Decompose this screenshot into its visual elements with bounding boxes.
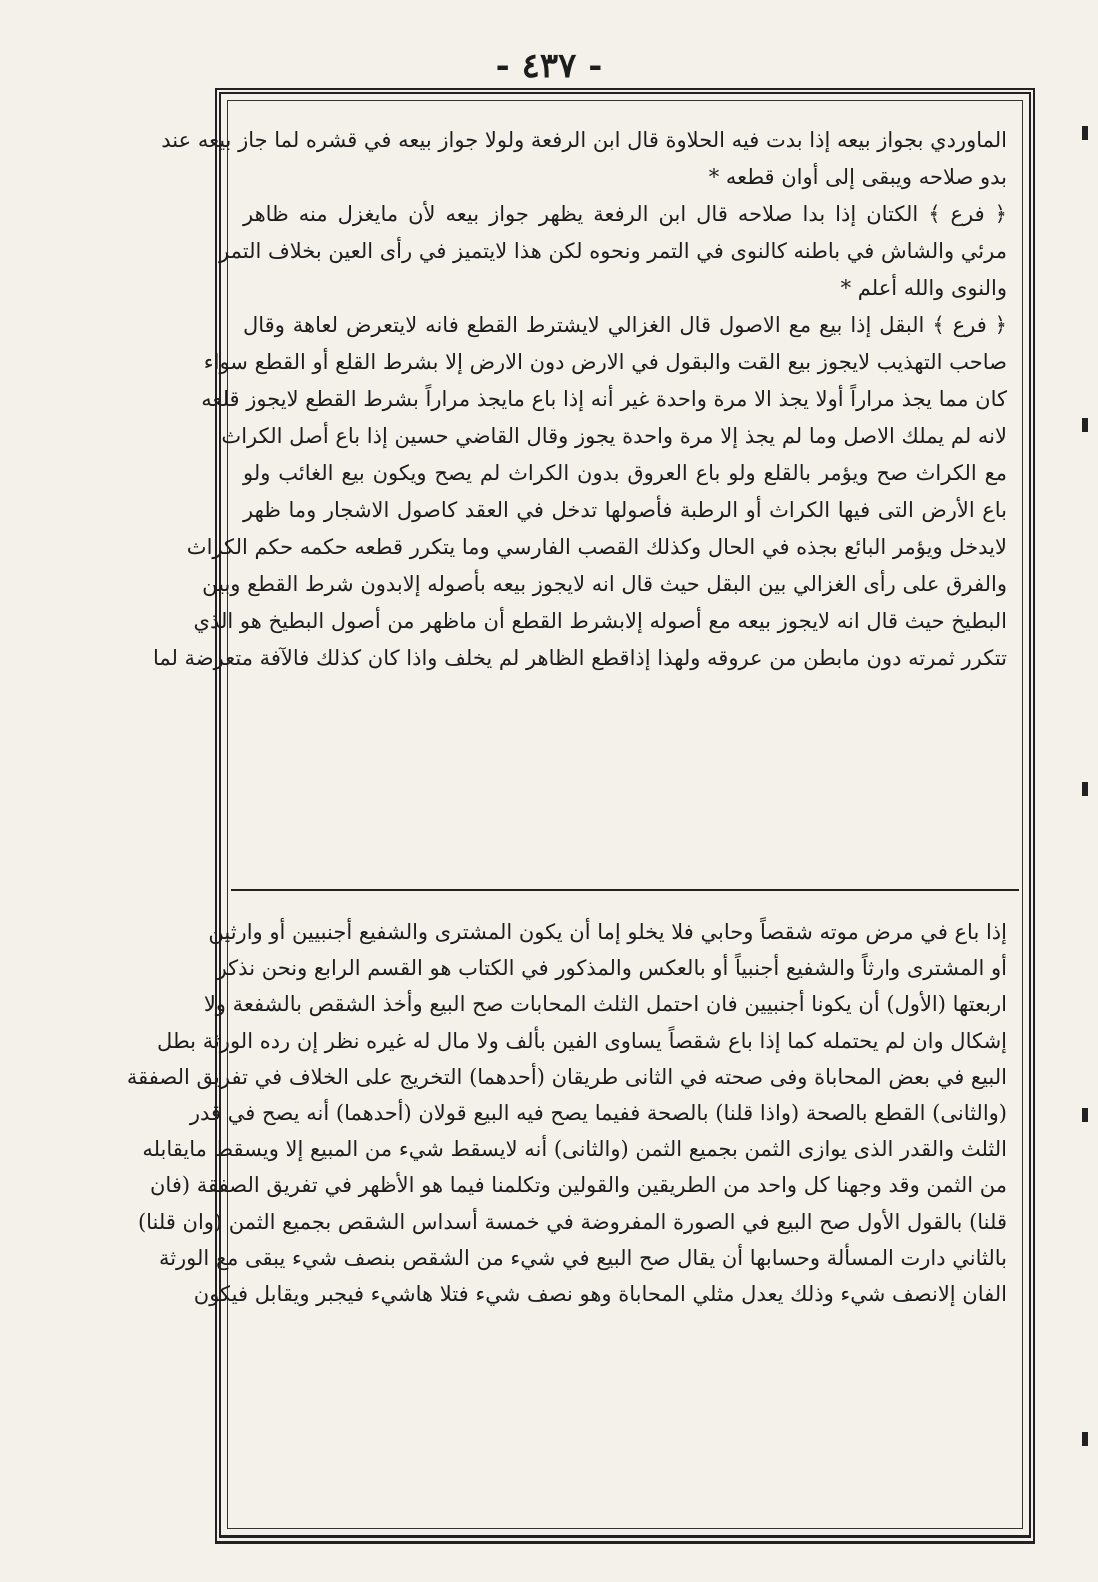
text-line: قلنا) بالقول الأول صح البيع في الصورة المفروضة في خمسة أسداس الشقص بجميع الثمن (وان قلنا) (137, 1209, 1007, 1234)
text-line: الفان إلانصف شيء وذلك يعدل مثلي المحاباة وهو نصف شيء فتلا هاشيء فيجبر ويقابل فيكون (193, 1281, 1007, 1306)
text-line: (والثانى) القطع بالصحة (واذا قلنا) بالصحة ففيما يصح فيه البيع قولان (أحدهما) أنه يصح في قدر (189, 1100, 1007, 1125)
section-divider (231, 889, 1019, 891)
margin-mark (1082, 1432, 1088, 1446)
text-line: مرئي والشاش في باطنه كالنوى في التمر ونحوه لكن هذا لايتميز في رأى العين بخلاف التمر (219, 239, 1007, 263)
commentary-section (152, 122, 1007, 677)
text-line: والنوى والله أعلم * (840, 276, 1007, 300)
text-line: بالثاني دارت المسألة وحسابها أن يقال صح البيع في شيء من الشقص بنصف شيء يبقى مع الورثة (158, 1245, 1007, 1270)
margin-mark (1082, 418, 1088, 432)
text-line: بدو صلاحه ويبقى إلى أوان قطعه * (708, 165, 1007, 189)
text-line: اربعتها (الأول) أن يكونا أجنبيين فان احتمل الثلث المحابات صح البيع وأخذ الشقص بالشفعة ولا (203, 992, 1007, 1017)
text-line: لانه لم يملك الاصل وما لم يجذ إلا مرة واحدة يجوز وقال القاضي حسين إذا باع أصل الكراث (221, 424, 1007, 448)
margin-mark (1082, 126, 1088, 140)
margin-mark (1082, 1108, 1088, 1122)
text-line: الماوردي بجواز بيعه إذا بدت فيه الحلاوة قال ابن الرفعة ولولا جواز بيعه في قشره لما جاز بيعه عند (161, 128, 1007, 152)
text-line: تتكرر ثمرته دون مابطن من عروقه ولهذا إذاقطع الظاهر لم يخلف واذا كان كذلك فالآفة متعرضة لما (152, 646, 1007, 670)
text-line: كان مما يجذ مراراً أولا يجذ الا مرة واحدة غير أنه إذا باع مايجذ مراراً بشرط القطع لايجوز قلعه (201, 387, 1007, 411)
main-text-section (126, 914, 1007, 1312)
text-line: ﴿ فرع ﴾ البقل إذا بيع مع الاصول قال الغزالي لايشترط القطع فانه لايتعرض لعاهة وقال (243, 313, 1007, 337)
text-line: لايدخل ويؤمر البائع بجذه في الحال وكذلك القصب الفارسي وما يتكرر قطعه حكمه حكم الكراث (186, 535, 1007, 559)
text-line: الثلث والقدر الذى يوازى الثمن بجميع الثمن (والثانى) أنه لايسقط شيء من المبيع إلا ويسقط مايقابله (142, 1137, 1007, 1162)
text-line: باع الأرض التى فيها الكراث أو الرطبة فأصولها تدخل في العقد كاصول الاشجار وما ظهر (243, 498, 1007, 522)
text-line: البطيخ حيث قال انه لايجوز بيعه مع أصوله إلابشرط القطع أن ماظهر من أصول البطيخ هو الذي (193, 609, 1007, 633)
page-number: - ٤٣٧ - (495, 46, 603, 86)
text-line: من الثمن وقد وجهنا كل واحد من الطريقين والقولين وتكلمنا فيما هو الأظهر في تفريق الصفقة (فان (150, 1173, 1007, 1198)
text-line: البيع في بعض المحاباة وفى صحته في الثانى طريقان (أحدهما) التخريج على الخلاف في تفريق الصفقة (126, 1064, 1007, 1089)
text-frame (126, 88, 1035, 1544)
margin-mark (1082, 782, 1088, 796)
text-line: إشكال وان لم يحتمله كما إذا باع شقصاً يساوى الفين بألف ولا مال له غيره نظر إن رده الورثة بطل (157, 1028, 1007, 1053)
text-line: إذا باع في مرض موته شقصاً وحابي فلا يخلو إما أن يكون المشترى والشفيع أجنبيين أو وارثين (208, 920, 1007, 944)
text-line: صاحب التهذيب لايجوز بيع القت والبقول في الارض دون الارض إلا بشرط القلع أو القطع سواء (203, 350, 1007, 374)
text-line: مع الكراث صح ويؤمر بالقلع ولو باع العروق بدون الكراث لم يصح ويكون بيع الغائب ولو (243, 461, 1007, 485)
text-line: والفرق على رأى الغزالي بين البقل حيث قال انه لايجوز بيعه بأصوله إلابدون شرط القطع وبين (202, 572, 1007, 596)
text-line: ﴿ فرع ﴾ الكتان إذا بدا صلاحه قال ابن الرفعة يظهر جواز بيعه لأن مايغزل منه ظاهر (243, 202, 1007, 226)
text-line: أو المشترى وارثاً والشفيع أجنبياً أو بالعكس والمذكور في الكتاب هو القسم الرابع ونحن نذكر (216, 956, 1007, 981)
